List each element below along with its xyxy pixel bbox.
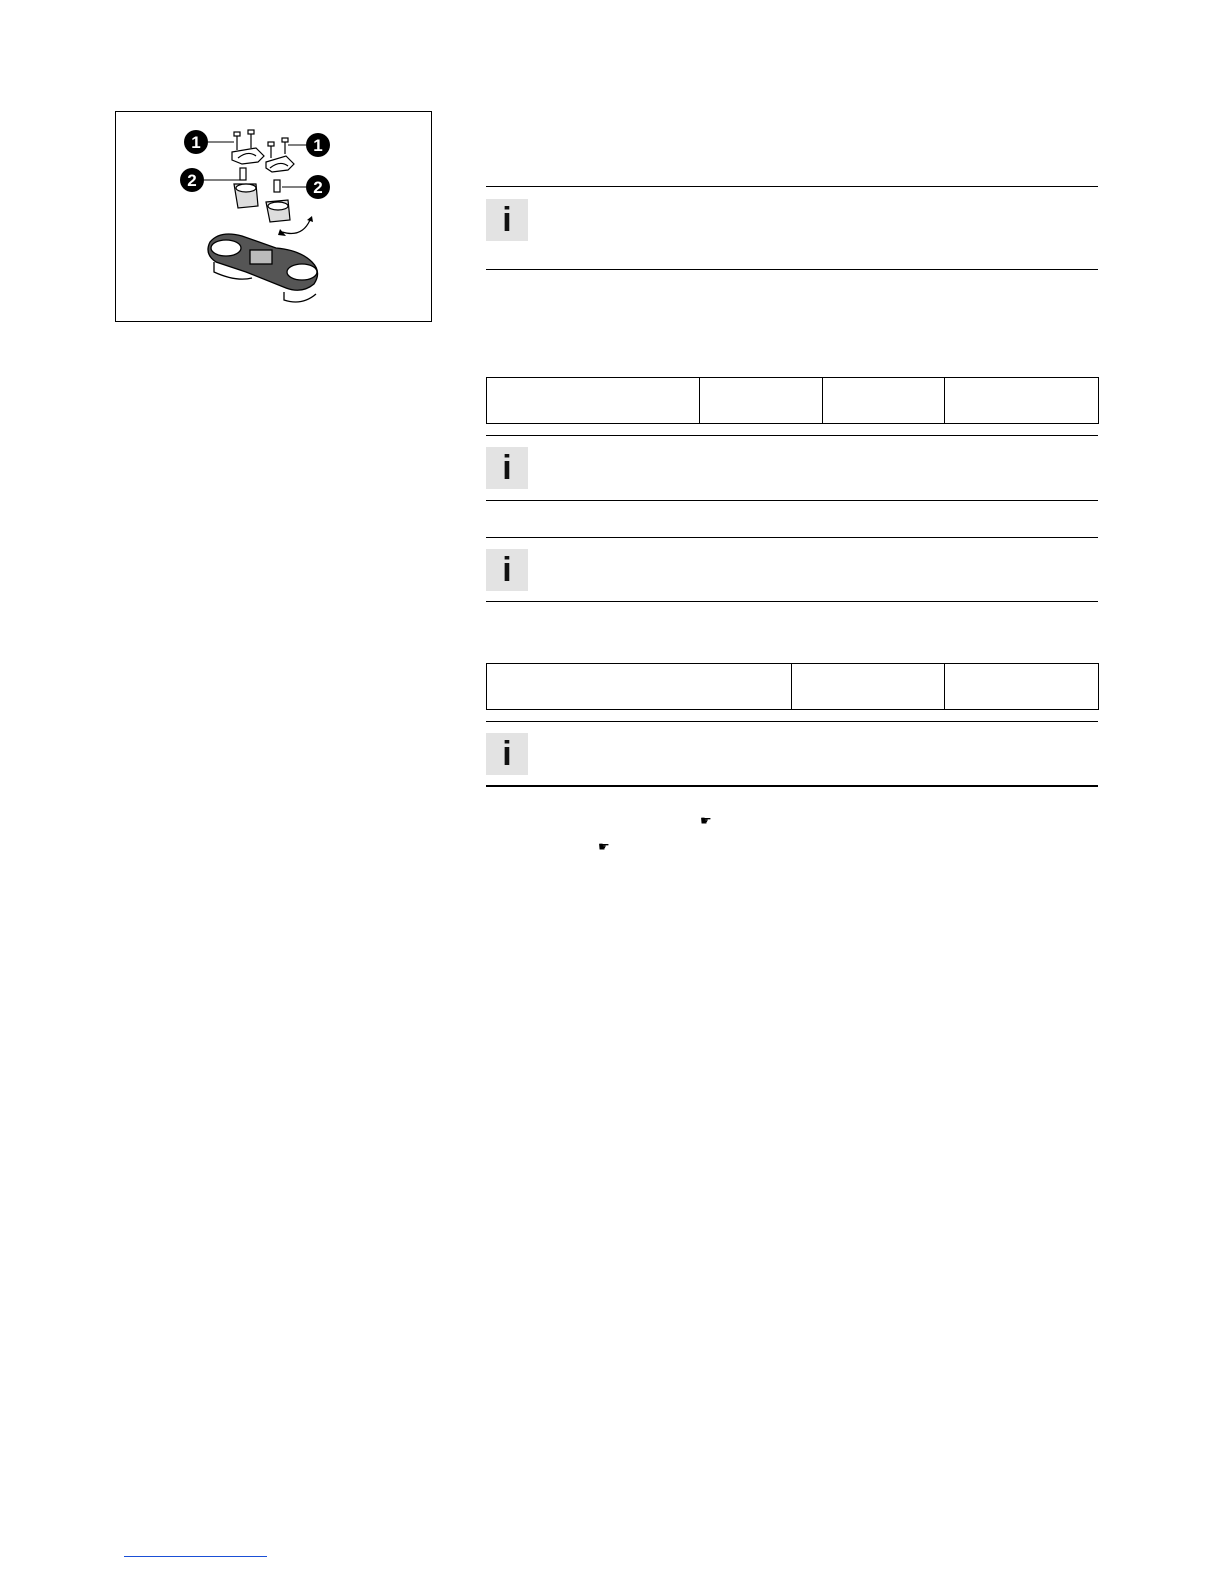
info-glyph: i bbox=[502, 735, 512, 773]
table-cell bbox=[945, 378, 1099, 424]
callout-label: 2 bbox=[313, 178, 323, 197]
note-top-rule bbox=[486, 721, 1098, 722]
info-glyph: i bbox=[502, 201, 512, 239]
info-icon bbox=[486, 549, 528, 591]
info-icon bbox=[486, 447, 528, 489]
info-icon bbox=[486, 199, 528, 241]
table-row bbox=[487, 664, 1099, 710]
note-bottom-rule bbox=[486, 785, 1098, 787]
pointing-hand-icon: ☛ bbox=[700, 813, 712, 828]
info-glyph: i bbox=[502, 551, 512, 589]
callout-label: 1 bbox=[313, 136, 323, 155]
reference-line[interactable] bbox=[700, 813, 712, 828]
callout-label: 1 bbox=[191, 133, 201, 152]
spec-table-1 bbox=[486, 377, 1099, 424]
note-top-rule bbox=[486, 537, 1098, 538]
table-cell bbox=[700, 378, 823, 424]
table-row bbox=[487, 378, 1099, 424]
figure-handlebar-clamps bbox=[115, 111, 432, 322]
note-bottom-rule bbox=[486, 601, 1098, 602]
table-cell bbox=[945, 664, 1099, 710]
table-cell bbox=[823, 378, 945, 424]
reference-line[interactable] bbox=[598, 839, 610, 854]
info-icon bbox=[486, 733, 528, 775]
note-top-rule bbox=[486, 186, 1098, 187]
note-bottom-rule bbox=[486, 269, 1098, 270]
spec-table-2 bbox=[486, 663, 1099, 710]
note-top-rule bbox=[486, 435, 1098, 436]
pointing-hand-icon: ☛ bbox=[598, 839, 610, 854]
info-glyph: i bbox=[502, 449, 512, 487]
table-cell bbox=[487, 378, 700, 424]
handlebar-clamp-illustration bbox=[116, 112, 433, 323]
table-cell bbox=[487, 664, 792, 710]
note-bottom-rule bbox=[486, 500, 1098, 501]
table-cell bbox=[792, 664, 945, 710]
callout-label: 2 bbox=[187, 171, 197, 190]
footer-link[interactable] bbox=[124, 1556, 267, 1557]
